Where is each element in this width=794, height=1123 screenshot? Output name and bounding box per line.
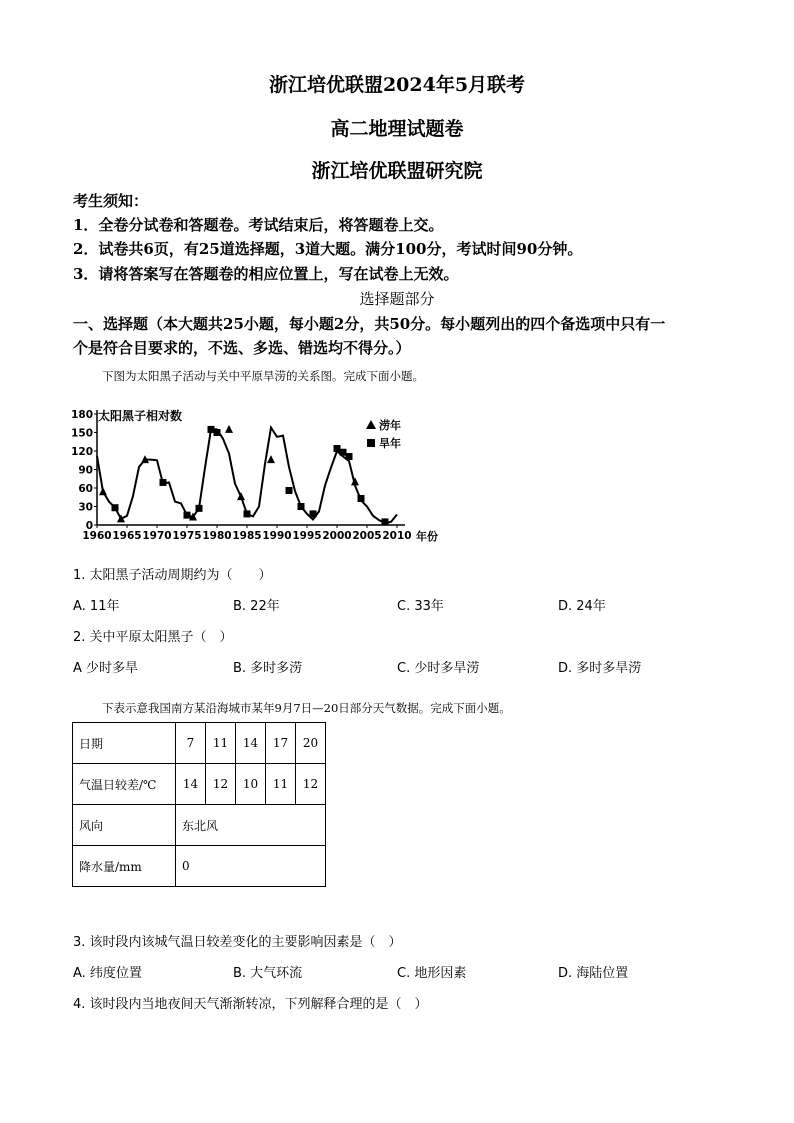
drought-year-marker <box>214 429 221 436</box>
table-label-rain: 降水量/mm <box>73 846 176 887</box>
drought-year-marker <box>112 504 119 511</box>
q3-option-b[interactable]: B. 大气环流 <box>233 966 303 981</box>
q2-stem: 2. 关中平原太阳黑子（ ） <box>73 630 233 645</box>
table-cell: 14 <box>176 764 206 805</box>
flood-year-marker <box>351 477 359 485</box>
table-label-range: 气温日较差/℃ <box>73 764 176 805</box>
notice-item-2: 2．试卷共6页，有25道选择题，3道大题。满分100分，考试时间90分钟。 <box>73 240 583 258</box>
x-tick-label: 1975 <box>172 530 202 542</box>
exam-organizer: 浙江培优联盟研究院 <box>311 160 483 182</box>
drought-year-marker <box>298 503 305 510</box>
y-tick-label: 180 <box>71 409 93 421</box>
x-tick-label: 2010 <box>382 530 412 542</box>
notice-heading: 考生须知： <box>73 192 149 210</box>
drought-year-marker <box>196 505 203 512</box>
q1-option-a[interactable]: A. 11年 <box>73 599 120 614</box>
x-tick-label: 1990 <box>262 530 292 542</box>
exam-title: 浙江培优联盟2024年5月联考 <box>268 74 526 96</box>
flood-year-marker <box>267 455 275 463</box>
flood-year-marker <box>237 492 245 500</box>
legend-drought-marker <box>367 439 375 447</box>
q1-option-b[interactable]: B. 22年 <box>233 599 280 614</box>
x-tick-label: 1985 <box>232 530 262 542</box>
table-cell-rain: 0 <box>176 846 326 887</box>
sunspot-curve <box>97 428 397 524</box>
table-label-wind: 风向 <box>73 805 176 846</box>
chart-title: 太阳黑子相对数 <box>98 409 183 423</box>
notice-item-1: 1．全卷分试卷和答题卷。考试结束后，将答题卷上交。 <box>73 216 444 234</box>
q2-option-d[interactable]: D. 多时多旱涝 <box>558 661 642 676</box>
drought-year-marker <box>286 487 293 494</box>
drought-year-marker <box>340 449 347 456</box>
q3-option-d[interactable]: D. 海陆位置 <box>558 966 629 981</box>
table-row <box>73 764 326 805</box>
part-title: 选择题部分 <box>359 290 435 308</box>
q2-option-a[interactable]: A 少时多旱 <box>73 661 139 676</box>
notice-item-3: 3．请将答案写在答题卷的相应位置上，写在试卷上无效。 <box>73 265 459 283</box>
x-tick-label: 1980 <box>202 530 232 542</box>
x-tick-label: 2000 <box>322 530 352 542</box>
table-row <box>73 846 326 887</box>
table-cell: 10 <box>236 764 266 805</box>
y-tick-label: 120 <box>71 446 93 458</box>
y-tick-label: 60 <box>78 483 93 495</box>
q3-option-a[interactable]: A. 纬度位置 <box>73 966 142 981</box>
q2-option-c[interactable]: C. 少时多旱涝 <box>397 661 480 676</box>
flood-year-marker <box>225 425 233 433</box>
table-cell: 12 <box>206 764 236 805</box>
table-cell: 11 <box>206 723 236 764</box>
drought-year-marker <box>334 445 341 452</box>
table-cell: 14 <box>236 723 266 764</box>
exam-subject: 高二地理试题卷 <box>330 118 464 140</box>
table-cell: 11 <box>266 764 296 805</box>
weather-table <box>72 722 326 887</box>
drought-year-marker <box>310 510 317 517</box>
table-label-date: 日期 <box>73 723 176 764</box>
table-cell-wind: 东北风 <box>176 805 326 846</box>
x-tick-label: 1965 <box>112 530 142 542</box>
x-tick-label: 1960 <box>82 530 112 542</box>
q1-option-c[interactable]: C. 33年 <box>397 599 444 614</box>
x-tick-label: 1970 <box>142 530 172 542</box>
y-tick-label: 30 <box>78 501 93 514</box>
y-tick-label: 150 <box>71 427 93 440</box>
drought-year-marker <box>160 479 167 486</box>
x-tick-label: 1995 <box>292 530 322 542</box>
flood-year-marker <box>99 487 107 495</box>
section-instructions-1: 一、选择题（本大题共25小题，每小题2分，共50分。每小题列出的四个备选项中只有一 <box>73 315 666 333</box>
table-cell: 17 <box>266 723 296 764</box>
x-tick-label: 2005 <box>352 530 382 542</box>
legend-flood-label: 涝年 <box>379 419 401 432</box>
q3-option-c[interactable]: C. 地形因素 <box>397 966 467 981</box>
q1-stem: 1. 太阳黑子活动周期约为（ ） <box>73 568 272 583</box>
drought-year-marker <box>358 495 365 502</box>
q3-stem: 3. 该时段内该城气温日较差变化的主要影响因素是（ ） <box>73 935 402 950</box>
legend-drought-label: 旱年 <box>379 437 401 450</box>
group2-intro: 下表示意我国南方某沿海城市某年9月7日—20日部分天气数据。完成下面小题。 <box>102 701 511 715</box>
x-axis-label: 年份 <box>416 530 438 543</box>
table-row <box>73 805 326 846</box>
sunspot-chart <box>70 400 450 550</box>
legend <box>366 418 401 450</box>
section-instructions-2: 个是符合目要求的，不选、多选、错选均不得分。） <box>73 339 411 357</box>
drought-year-marker <box>346 453 353 460</box>
table-row <box>73 723 326 764</box>
legend-flood-marker <box>366 420 376 429</box>
y-tick-label: 90 <box>78 464 93 477</box>
q1-option-d[interactable]: D. 24年 <box>558 599 606 614</box>
drought-year-marker <box>382 518 389 525</box>
table-cell: 7 <box>176 723 206 764</box>
q4-stem: 4. 该时段内当地夜间天气渐渐转凉，下列解释合理的是（ ） <box>73 997 428 1012</box>
drought-year-marker <box>208 426 215 433</box>
group1-intro: 下图为太阳黑子活动与关中平原旱涝的关系图。完成下面小题。 <box>102 369 424 383</box>
drought-year-marker <box>184 512 191 519</box>
q2-option-b[interactable]: B. 多时多涝 <box>233 661 303 676</box>
table-cell: 12 <box>296 764 326 805</box>
table-cell: 20 <box>296 723 326 764</box>
y-tick-label: 0 <box>85 520 93 532</box>
drought-year-marker <box>244 510 251 517</box>
